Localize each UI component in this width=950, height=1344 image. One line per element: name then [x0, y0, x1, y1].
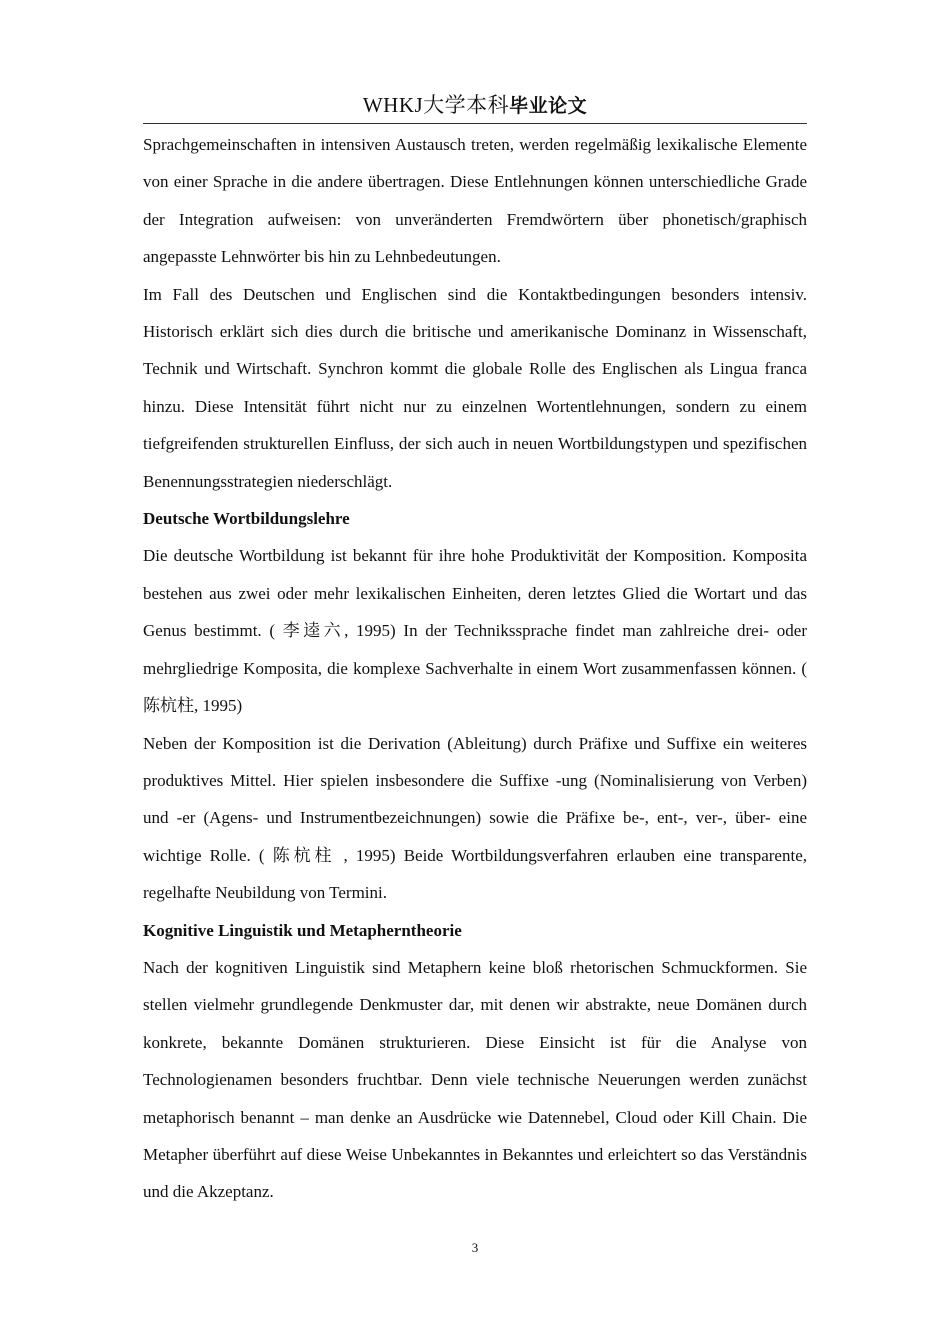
- body-text: [143, 126, 807, 1211]
- header-rule: [143, 123, 807, 124]
- section-heading-wortbildung: Deutsche Wortbildungslehre: [143, 509, 350, 529]
- paragraph-composition: Die deutsche Wortbildung ist bekannt für ihre hohe Produktivität der Komposition. Komposita bestehen aus zwei oder mehr lexikalischen Einheiten, deren letztes Glied die Wortart und das Genus bestimmt. ( 李逵六, 1995) In der Technikssprache findet man zahlreiche drei- oder mehrgliedrige Komposita, die komplexe Sachverhalte in einem Wort zusammenfassen können. ( 陈杭柱, 1995): [143, 546, 807, 716]
- header-title-bold: 毕业论文: [509, 95, 588, 117]
- paragraph-derivation: Neben der Komposition ist die Derivation (Ableitung) durch Präfixe und Suffixe ein weiteres produktives Mittel. Hier spielen insbesondere die Suffixe -ung (Nominalisierung von Verben) und -er (Agens- und Instrumentbezeichnungen) sowie die Präfixe be-, ent-, ver-, über- eine wichtige Rolle. ( 陈杭柱 , 1995) Beide Wortbildungsverfahren erlauben eine transparente, regelhafte Neubildung von Termini.: [143, 733, 807, 903]
- section-heading-cognitive-linguistics: Kognitive Linguistik und Metapherntheorie: [143, 920, 462, 940]
- paragraph-language-contact: Sprachgemeinschaften in intensiven Austausch treten, werden regelmäßig lexikalische Elemente von einer Sprache in die andere übertragen. Diese Entlehnungen können unterschiedliche Grade der Integration aufweisen: von unveränderten Fremdwörtern über phonetisch/graphisch angepasste Lehnwörter bis hin zu Lehnbedeutungen.: [143, 135, 807, 267]
- paragraph-metaphor: Nach der kognitiven Linguistik sind Metaphern keine bloß rhetorischen Schmuckformen. Sie stellen vielmehr grundlegende Denkmuster dar, mit denen wir abstrakte, neue Domänen durch konkrete, bekannte Domänen strukturieren. Diese Einsicht ist für die Analyse von Technologienamen besonders fruchtbar. Denn viele technische Neuerungen werden zunächst metaphorisch benannt – man denke an Ausdrücke wie Datennebel, Cloud oder Kill Chain. Die Metapher überführt auf diese Weise Unbekanntes in Bekanntes und erleichtert so das Verständnis und die Akzeptanz.: [143, 957, 807, 1202]
- page-number: 3: [471, 1240, 479, 1255]
- running-header: [143, 90, 807, 121]
- paragraph-german-english-contact: Im Fall des Deutschen und Englischen sind die Kontaktbedingungen besonders intensiv. Historisch erklärt sich dies durch die britische und amerikanische Dominanz in Wissenschaft, Technik und Wirtschaft. Synchron kommt die globale Rolle des Englischen als Lingua franca hinzu. Diese Intensität führt nicht nur zu einzelnen Wortentlehnungen, sondern zu einem tiefgreifenden strukturellen Einfluss, der sich auch in neuen Wortbildungstypen und spezifischen Benennungsstrategien niederschlägt.: [143, 284, 807, 491]
- header-title-plain: WHKJ大学本科: [362, 93, 510, 117]
